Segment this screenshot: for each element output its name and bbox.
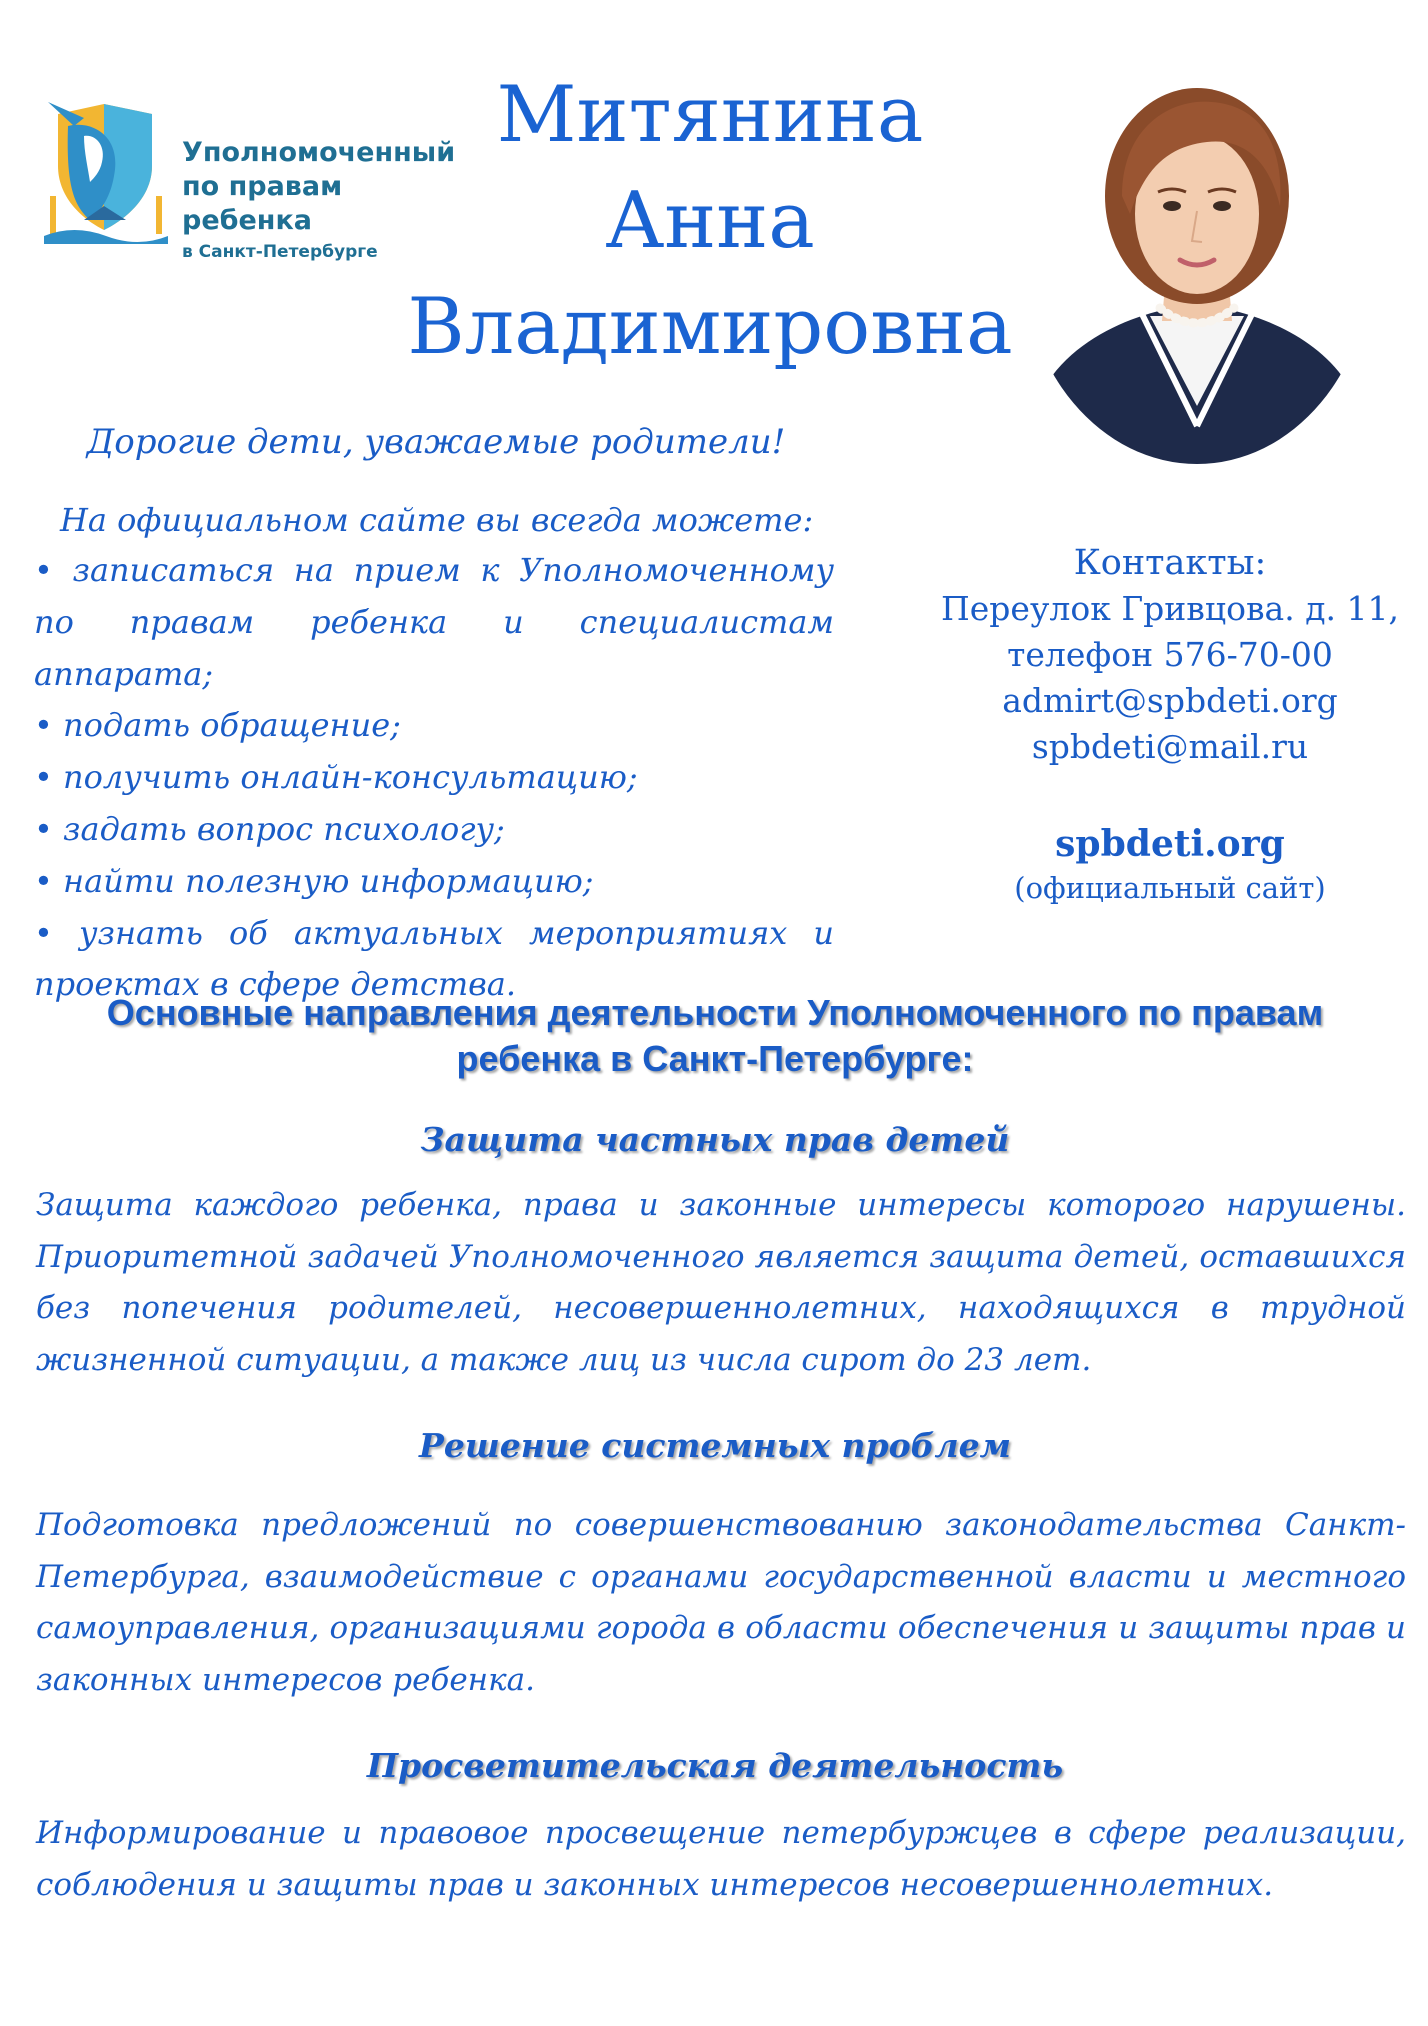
section-paragraph: Подготовка предложений по совершенствованию законодательства Санкт-Петербурга, взаимодействие с органами государственной власти и местного самоуправления, организациями города в области обеспечения и защиты прав и законных интересов ребенка. <box>36 1507 1406 1698</box>
section-title-education: Просветительская деятельность <box>366 1746 1064 1785</box>
portrait-photo <box>1022 46 1372 464</box>
contacts-email-primary[interactable]: admirt@spbdeti.org <box>1002 681 1338 720</box>
section-title-systemic-problems: Решение системных проблем <box>419 1426 1011 1465</box>
section-text-systemic-problems <box>36 1500 1406 1706</box>
official-website <box>920 820 1420 908</box>
section-paragraph: Защита каждого ребенка, права и законные интересы которого нарушены. Приоритетной задачей Уполномоченного является защита детей, оставшихся без попечения родителей, несовершеннолетних, находящихся в трудной жизненной ситуации, а также лиц из числа сирот до 23 лет. <box>36 1187 1406 1378</box>
contacts-phone: телефон 576-70-00 <box>1007 635 1333 674</box>
first-name: Анна <box>605 176 815 266</box>
section-text-private-rights <box>36 1180 1406 1386</box>
ombudsman-name <box>330 62 1090 380</box>
contacts-title: Контакты: <box>1073 543 1267 583</box>
list-item: • задать вопрос психологу; <box>34 804 834 856</box>
logo-subtitle: по правам ребенка <box>182 171 343 236</box>
logo-title: Уполномоченный <box>182 137 456 168</box>
contacts-email-secondary[interactable]: spbdeti@mail.ru <box>1031 727 1309 766</box>
contacts-block <box>920 540 1420 770</box>
section-paragraph: Информирование и правовое просвещение петербуржцев в сфере реализации, соблюдения и защиты прав и законных интересов несовершеннолетних. <box>36 1815 1406 1903</box>
list-item: • найти полезную информацию; <box>34 856 834 908</box>
intro-text: На официальном сайте вы всегда можете: <box>60 501 814 539</box>
section-title-private-rights: Защита частных прав детей <box>420 1120 1010 1159</box>
logo-emblem-icon <box>44 96 174 246</box>
website-note: (официальный сайт) <box>1014 871 1326 905</box>
list-item: • подать обращение; <box>34 700 834 752</box>
logo-city: в Санкт-Петербурге <box>182 242 378 262</box>
greeting: Дорогие дети, уважаемые родители! <box>86 422 786 462</box>
list-item: • записаться на прием к Уполномоченному по правам ребенка и специалистам аппарата; <box>34 545 834 700</box>
activities-heading: Основные направления деятельности Уполномоченного по правам ребенка в Санкт-Петербурге: <box>106 992 1324 1079</box>
portrait-illustration <box>1022 46 1372 464</box>
site-options-list <box>34 545 834 1011</box>
last-name: Митянина <box>496 70 924 160</box>
website-link[interactable]: spbdeti.org <box>1055 823 1285 865</box>
contacts-address: Переулок Гривцова. д. 11, <box>941 589 1399 628</box>
list-item: • узнать об актуальных мероприятиях и проектах в сфере детства. <box>34 908 834 1012</box>
section-text-education <box>36 1808 1406 1911</box>
patronymic: Владимировна <box>407 282 1013 372</box>
list-item: • получить онлайн-консультацию; <box>34 752 834 804</box>
